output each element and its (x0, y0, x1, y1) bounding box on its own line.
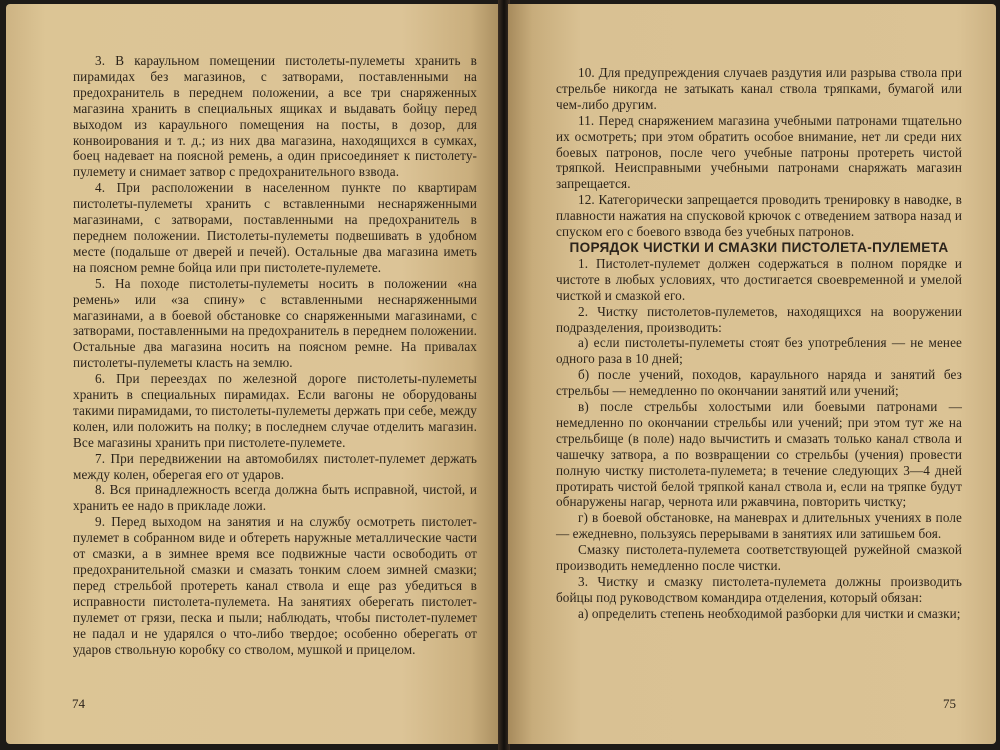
paragraph: 11. Перед снаряжением магазина учебными патронами тщательно их осмотреть; при этом обратить особое внимание, нет ли среди них боевых патронов, после чего учебные патроны протереть чистой тряпкой. Неисправными учебными патронами снаряжать магазин запрещается. (556, 112, 962, 192)
paragraph: а) если пистолеты-пулеметы стоят без употребления — не менее одного раза в 10 дней; (556, 335, 962, 367)
right-page-text (556, 65, 962, 622)
paragraph: 4. При расположении в населенном пункте по квартирам пистолеты-пулеметы хранить с вставленными неснаряженными магазинами, с затворами, поставленными на предохранитель в переднем положении. Пистолеты-пулеметы подвешивать в удобном месте (подальше от дверей и печей). Остальные два магазина иметь на поясном ремне бойца или при пистолете-пулемете. (73, 180, 477, 275)
paragraph: 9. Перед выходом на занятия и на службу осмотреть пистолет-пулемет в собранном виде и обтереть наружные металлические части от смазки, а в зимнее время все подвижные части освободить от предохранительной смазки и смазать тонким слоем зимней смазки; перед стрельбой протереть канал ствола и еще раз убедиться в исправности пистолета-пулемета. На занятиях оберегать пистолет-пулемет от грязи, песка и пыли; наблюдать, чтобы пистолет-пулемет не падал и не ударялся о что-либо твердое; особенно оберегать от ударов ствольную коробку со стволом, мушкой и прицелом. (73, 514, 477, 657)
paragraph: 2. Чистку пистолетов-пулеметов, находящихся на вооружении подразделения, производить: (556, 303, 962, 335)
paragraph: 12. Категорически запрещается проводить тренировку в наводке, в плавности нажатия на спусковой крючок с отведением затвора назад и спуском его с боевого взвода без учебных патронов. (556, 192, 962, 240)
right-page (508, 4, 996, 744)
section-heading: ПОРЯДОК ЧИСТКИ И СМАЗКИ ПИСТОЛЕТА-ПУЛЕМЕТА (569, 239, 949, 255)
paragraph: 3. В караульном помещении пистолеты-пулеметы хранить в пирамидах без магазинов, с затворами, поставленными на предохранитель в переднем положении, а все три снаряженных магазина хранить в специальных ящиках и выдавать бойцу перед выходом из караульного помещения на посты, в дозор, для конвоирования и т. д.; из них два магазина, находящихся в сумках, боец надевает на поясной ремень, а один присоединяет к пистолету-пулемету и снимает затвор с предохранительного взвода. (73, 53, 477, 180)
paragraph: 8. Вся принадлежность всегда должна быть исправной, чистой, и хранить ее надо в прикладе ложи. (73, 482, 477, 514)
paragraph: 5. На походе пистолеты-пулеметы носить в положении «на ремень» или «за спину» с вставленными неснаряженными магазинами, а в боевой обстановке со снаряженными магазинами, с затворами, поставленными на предохранитель в переднем положении. Остальные два магазина носить на поясном ремне. На привалах пистолеты-пулеметы класть на землю. (73, 275, 477, 371)
paragraph: г) в боевой обстановке, на маневрах и длительных учениях в поле — ежедневно, пользуясь перерывами в занятиях или затишьем боя. (556, 510, 962, 542)
paragraph: 10. Для предупреждения случаев раздутия или разрыва ствола при стрельбе никогда не затыкать канал ствола тряпками, бумагой или чем-либо другим. (556, 65, 962, 112)
paragraph: 7. При передвижении на автомобилях пистолет-пулемет держать между колен, оберегая его от ударов. (73, 450, 477, 482)
left-page-text (73, 53, 477, 657)
paragraph: 6. При переездах по железной дороге пистолеты-пулеметы хранить в специальных пирамидах. Если вагоны не оборудованы такими пирамидами, то пистолеты-пулеметы держать при себе, между колен, или положить на полку; в последнем случае отделить магазин. Все магазины хранить при пистолете-пулемете. (73, 371, 477, 450)
paragraph: а) определить степень необходимой разборки для чистки и смазки; (578, 605, 961, 621)
paragraph: 1. Пистолет-пулемет должен содержаться в полном порядке и чистоте в любых условиях, что достигается своевременной и умелой чисткой и смазкой его. (556, 255, 962, 303)
page-number: 74 (72, 696, 85, 711)
paragraph: в) после стрельбы холостыми или боевыми патронами — немедленно по окончании стрельбы или учений; при этом тут же на стрельбище (в поле) надо вычистить и смазать только канал ствола и чашечку затвора, а по возвращении со стрельбы (учения) провести полную чистку пистолета-пулемета; в течение следующих 3—4 дней протирать чистой белой тряпкой канал ствола и, если на тряпке будут обнаружены нагар, чернота или ржавчина, повторить чистку; (556, 399, 962, 510)
page-number: 75 (943, 696, 956, 711)
paragraph: б) после учений, походов, караульного наряда и занятий без стрельбы — немедленно по окончании занятий или учений; (556, 367, 962, 399)
paragraph: Смазку пистолета-пулемета соответствующей ружейной смазкой производить немедленно после чистки. (556, 542, 962, 574)
paragraph: 3. Чистку и смазку пистолета-пулемета должны производить бойцы под руководством командира отделения, который обязан: (556, 574, 962, 605)
left-page (6, 4, 500, 744)
